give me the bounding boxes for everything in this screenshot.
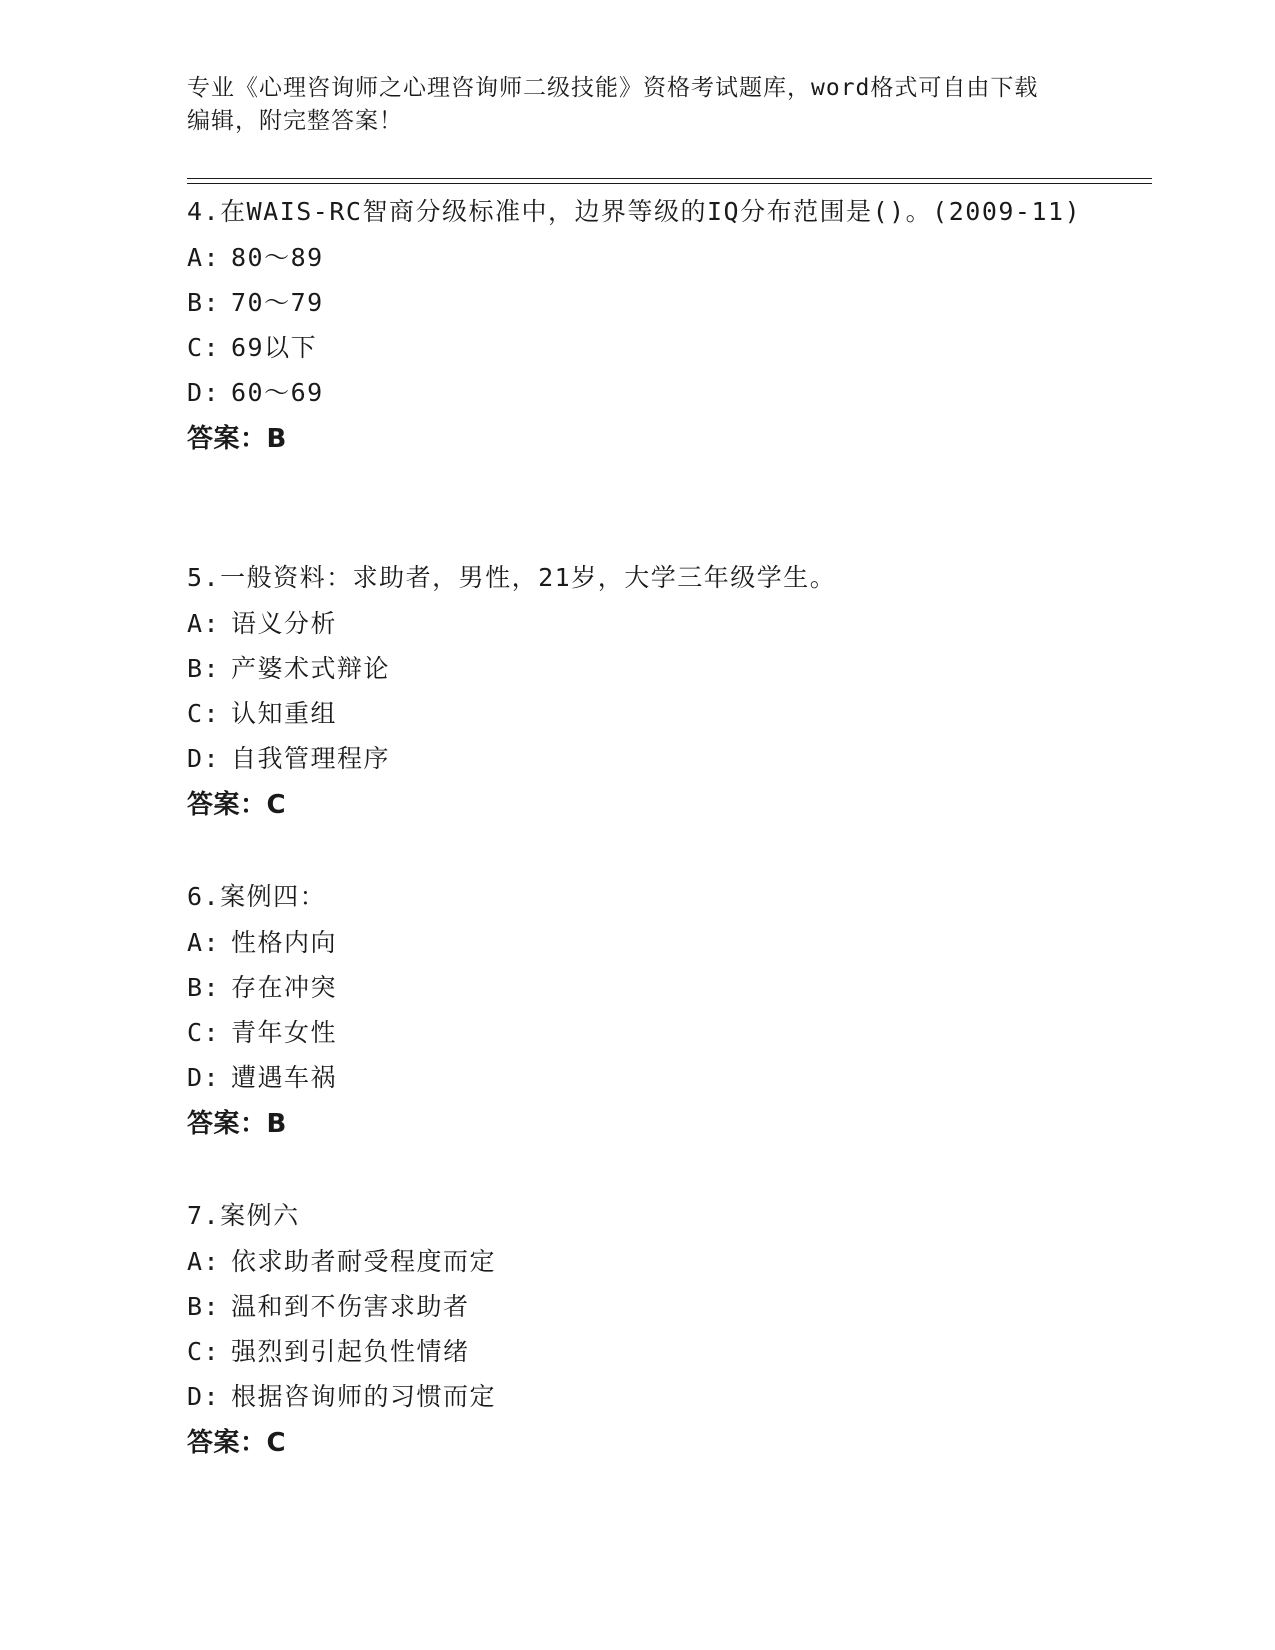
option-text: 认知重组 [231, 699, 338, 728]
answer-line: 答案：B [187, 424, 287, 454]
option-c [187, 1329, 1087, 1374]
option-a [187, 1239, 1087, 1284]
option-text: 青年女性 [231, 1018, 338, 1047]
answer-line: 答案：C [187, 790, 287, 820]
option-letter: D: [187, 378, 221, 407]
option-b [187, 965, 1087, 1010]
option-letter: C: [187, 1018, 221, 1047]
option-letter: C: [187, 333, 221, 362]
option-a [187, 235, 1087, 280]
question-7 [187, 1193, 1087, 1467]
option-letter: D: [187, 744, 221, 773]
answer-line: 答案：B [187, 1109, 287, 1139]
option-b [187, 280, 1087, 325]
option-text: 产婆术式辩论 [231, 654, 391, 683]
option-text: 强烈到引起负性情绪 [231, 1337, 470, 1366]
option-letter: C: [187, 1337, 221, 1366]
option-text: 存在冲突 [231, 973, 338, 1002]
option-letter: B: [187, 1292, 221, 1321]
option-letter: A: [187, 609, 221, 638]
option-text: 性格内向 [231, 928, 338, 957]
option-text: 温和到不伤害求助者 [231, 1292, 470, 1321]
option-c [187, 325, 1087, 370]
option-text: 69以下 [231, 333, 318, 362]
question-4 [187, 189, 1087, 463]
question-5 [187, 555, 1087, 829]
question-text: 5.一般资料：求助者，男性，21岁，大学三年级学生。 [187, 563, 837, 592]
option-letter: B: [187, 288, 221, 317]
option-b [187, 1284, 1087, 1329]
option-d [187, 1055, 1087, 1100]
question-6 [187, 874, 1087, 1148]
option-d [187, 370, 1087, 415]
option-text: 60～69 [231, 378, 324, 407]
option-text: 依求助者耐受程度而定 [231, 1247, 497, 1276]
option-c [187, 1010, 1087, 1055]
header-divider-bottom [187, 183, 1152, 184]
header-line-2: 编辑，附完整答案！ [187, 108, 403, 134]
document-header [187, 72, 1087, 138]
question-text: 4.在WAIS-RC智商分级标准中，边界等级的IQ分布范围是()。(2009-11) [187, 197, 1082, 226]
header-divider-top [187, 178, 1152, 179]
answer-line: 答案：C [187, 1428, 287, 1458]
option-text: 语义分析 [231, 609, 338, 638]
option-a [187, 920, 1087, 965]
option-text: 70～79 [231, 288, 324, 317]
header-line-1: 专业《心理咨询师之心理咨询师二级技能》资格考试题库，word格式可自由下载 [187, 75, 1039, 101]
option-letter: A: [187, 928, 221, 957]
option-a [187, 601, 1087, 646]
option-letter: A: [187, 243, 221, 272]
option-letter: D: [187, 1063, 221, 1092]
option-letter: C: [187, 699, 221, 728]
option-text: 遭遇车祸 [231, 1063, 338, 1092]
question-text: 7.案例六 [187, 1201, 300, 1230]
option-letter: B: [187, 973, 221, 1002]
option-b [187, 646, 1087, 691]
option-c [187, 691, 1087, 736]
option-letter: D: [187, 1382, 221, 1411]
option-text: 自我管理程序 [231, 744, 391, 773]
option-text: 根据咨询师的习惯而定 [231, 1382, 497, 1411]
option-letter: B: [187, 654, 221, 683]
question-text: 6.案例四： [187, 882, 327, 911]
option-d [187, 1374, 1087, 1419]
option-letter: A: [187, 1247, 221, 1276]
option-text: 80～89 [231, 243, 324, 272]
option-d [187, 736, 1087, 781]
